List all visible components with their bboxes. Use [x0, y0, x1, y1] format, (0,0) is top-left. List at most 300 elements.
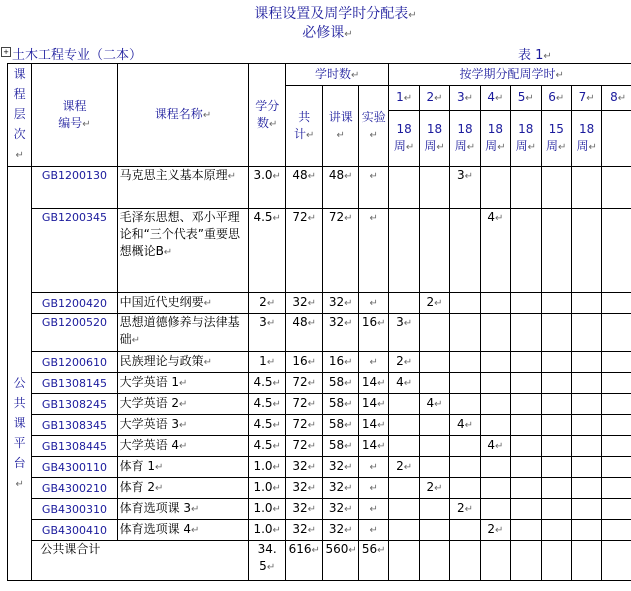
semester-3-hours: 3↵ — [450, 167, 480, 209]
course-name: 大学英语 1↵ — [117, 373, 249, 394]
total-hours-cell: 32↵ — [285, 478, 323, 499]
paragraph-mark: ↵ — [307, 399, 317, 410]
semester-6-hours — [541, 314, 571, 352]
semester-8-hours — [602, 373, 631, 394]
semester-6-hours — [541, 499, 571, 520]
total-hours-cell: 48↵ — [285, 167, 323, 209]
table-row — [8, 457, 631, 478]
semester-3-hours — [450, 394, 480, 415]
paragraph-mark: ↵ — [307, 504, 317, 515]
paragraph-mark: ↵ — [403, 462, 413, 473]
course-code: GB1308145 — [32, 373, 117, 394]
lab-hours-cell — [358, 167, 388, 209]
table-row — [8, 394, 631, 415]
lecture-hours-cell: 58↵ — [323, 415, 359, 436]
course-code: GB1308345 — [32, 415, 117, 436]
lab-hours-cell — [358, 478, 388, 499]
paragraph-mark: ↵ — [369, 298, 378, 309]
semester-7-hours — [571, 209, 601, 293]
paragraph-mark: ↵ — [495, 525, 504, 536]
semester-3-hours — [450, 293, 480, 314]
total-hours-cell: 48↵ — [285, 314, 323, 352]
table-row — [8, 436, 631, 457]
semester-6-hours — [541, 394, 571, 415]
table-row — [8, 415, 631, 436]
semester-2-hours — [419, 436, 449, 457]
course-name: 民族理论与政策↵ — [117, 352, 249, 373]
semester-5-hours — [511, 457, 541, 478]
lecture-hours-cell: 32↵ — [323, 520, 359, 541]
semester-6-hours — [541, 293, 571, 314]
semester-7-hours — [571, 520, 601, 541]
subtotal-semester-1 — [389, 541, 419, 581]
semester-7-hours — [571, 352, 601, 373]
semester-1-hours — [389, 436, 419, 457]
header-total: 共 计↵ — [285, 86, 323, 167]
semester-4-hours — [480, 457, 510, 478]
table-number: 表 1↵ — [518, 48, 552, 63]
semester-6-hours — [541, 520, 571, 541]
course-code: GB1200345 — [32, 209, 117, 293]
lab-hours-cell — [358, 293, 388, 314]
semester-5-hours — [511, 209, 541, 293]
header-code: 课程 编号↵ — [32, 64, 117, 167]
semester-2-hours — [419, 415, 449, 436]
lab-hours-cell — [358, 457, 388, 478]
paragraph-mark: ↵ — [586, 93, 595, 104]
lab-hours-cell: 14↵ — [358, 373, 388, 394]
semester-6-hours — [541, 415, 571, 436]
paragraph-mark: ↵ — [163, 247, 173, 258]
semester-3-hours — [450, 209, 480, 293]
paragraph-mark: ↵ — [464, 420, 473, 431]
semester-weeks-5: 18 周↵ — [511, 111, 541, 167]
semester-1-hours — [389, 293, 419, 314]
paragraph-mark: ↵ — [555, 93, 565, 104]
paragraph-mark: ↵ — [272, 525, 281, 536]
course-code: GB1308245 — [32, 394, 117, 415]
semester-3-hours: 2↵ — [450, 499, 480, 520]
subtotal-semester-6 — [541, 541, 571, 581]
table-row — [8, 209, 631, 293]
paragraph-mark: ↵ — [617, 93, 627, 104]
credits-cell: 2↵ — [249, 293, 286, 314]
credits-cell: 1.0↵ — [249, 457, 286, 478]
semester-7-hours — [571, 293, 601, 314]
lab-hours-cell: 16↵ — [358, 314, 388, 352]
paragraph-mark: ↵ — [266, 357, 276, 368]
subtotal-lab: 56↵ — [358, 541, 388, 581]
semester-number-3: 3↵ — [450, 86, 480, 111]
total-hours-cell: 16↵ — [285, 352, 323, 373]
semester-5-hours — [511, 499, 541, 520]
total-hours-cell: 32↵ — [285, 457, 323, 478]
semester-2-hours — [419, 167, 449, 209]
major-label: 土木工程专业（二本） — [12, 48, 143, 63]
semester-2-hours — [419, 499, 449, 520]
paragraph-mark: ↵ — [558, 142, 567, 153]
paragraph-mark: ↵ — [311, 545, 320, 556]
semester-8-hours — [602, 209, 631, 293]
paragraph-mark: ↵ — [344, 357, 353, 368]
semester-5-hours — [511, 436, 541, 457]
semester-4-hours — [480, 478, 510, 499]
semester-1-hours — [389, 499, 419, 520]
paragraph-mark: ↵ — [434, 399, 443, 410]
subtotal-semester-3 — [450, 541, 480, 581]
semester-8-hours — [602, 293, 631, 314]
subtotal-label: 公共课合计 — [32, 541, 249, 581]
paragraph-mark: ↵ — [495, 441, 504, 452]
lecture-hours-cell: 32↵ — [323, 499, 359, 520]
paragraph-mark: ↵ — [227, 171, 236, 182]
paragraph-mark: ↵ — [307, 420, 317, 431]
credits-cell: 1.0↵ — [249, 520, 286, 541]
paragraph-mark: ↵ — [344, 483, 353, 494]
page-title: 课程设置及周学时分配表↵ — [254, 6, 417, 22]
semester-7-hours — [571, 415, 601, 436]
paragraph-mark: ↵ — [131, 335, 140, 346]
table-row — [8, 293, 631, 314]
subtotal-credits: 34. 5↵ — [249, 541, 286, 581]
credits-cell: 4.5↵ — [249, 394, 286, 415]
semester-3-hours — [450, 352, 480, 373]
paragraph-mark: ↵ — [272, 399, 281, 410]
subtotal-semester-2 — [419, 541, 449, 581]
semester-8-hours — [602, 394, 631, 415]
paragraph-mark: ↵ — [344, 399, 353, 410]
lecture-hours-cell: 32↵ — [323, 457, 359, 478]
header-lab: 实验↵ — [358, 86, 388, 167]
semester-4-hours — [480, 394, 510, 415]
paragraph-mark: ↵ — [434, 483, 443, 494]
subtotal-semester-4 — [480, 541, 510, 581]
semester-weeks-7: 18 周↵ — [571, 111, 601, 167]
lecture-hours-cell: 32↵ — [323, 478, 359, 499]
paragraph-mark: ↵ — [464, 93, 473, 104]
semester-4-hours — [480, 499, 510, 520]
semester-4-hours — [480, 314, 510, 352]
lab-hours-cell: 14↵ — [358, 415, 388, 436]
semester-2-hours: 4↵ — [419, 394, 449, 415]
semester-1-hours: 4↵ — [389, 373, 419, 394]
semester-4-hours — [480, 167, 510, 209]
paragraph-mark: ↵ — [307, 441, 317, 452]
course-name: 体育选项课 4↵ — [117, 520, 249, 541]
semester-2-hours — [419, 457, 449, 478]
page-subtitle: 必修课↵ — [302, 25, 353, 41]
semester-8-hours — [602, 520, 631, 541]
semester-number-6: 6↵ — [541, 86, 571, 111]
lab-hours-cell — [358, 520, 388, 541]
paragraph-mark: ↵ — [307, 462, 317, 473]
semester-3-hours — [450, 520, 480, 541]
header-level: 课 程 层 次↵ — [8, 64, 32, 167]
paragraph-mark: ↵ — [377, 399, 386, 410]
semester-6-hours — [541, 167, 571, 209]
lecture-hours-cell: 32↵ — [323, 314, 359, 352]
paragraph-mark: ↵ — [403, 318, 413, 329]
semester-5-hours — [511, 314, 541, 352]
paragraph-mark: ↵ — [588, 142, 597, 153]
semester-weeks-3: 18 周↵ — [450, 111, 480, 167]
header-name: 课程名称↵ — [117, 64, 249, 167]
semester-number-5: 5↵ — [511, 86, 541, 111]
paragraph-mark: ↵ — [307, 298, 317, 309]
semester-8-hours — [602, 478, 631, 499]
semester-6-hours — [541, 373, 571, 394]
semester-weeks-2: 18 周↵ — [419, 111, 449, 167]
semester-5-hours — [511, 520, 541, 541]
course-table — [7, 63, 631, 581]
semester-2-hours: 2↵ — [419, 478, 449, 499]
paragraph-mark: ↵ — [344, 462, 353, 473]
lecture-hours-cell: 16↵ — [323, 352, 359, 373]
total-hours-cell: 72↵ — [285, 415, 323, 436]
semester-weeks-8 — [602, 111, 631, 167]
table-row — [8, 352, 631, 373]
course-name: 大学英语 3↵ — [117, 415, 249, 436]
subtotal-row — [8, 541, 631, 581]
subtotal-semester-7 — [571, 541, 601, 581]
semester-3-hours — [450, 457, 480, 478]
semester-number-4: 4↵ — [480, 86, 510, 111]
credits-cell: 3.0↵ — [249, 167, 286, 209]
paragraph-mark: ↵ — [15, 150, 24, 161]
total-hours-cell: 72↵ — [285, 373, 323, 394]
paragraph-mark: ↵ — [307, 525, 317, 536]
paragraph-mark: ↵ — [344, 441, 353, 452]
semester-4-hours: 2↵ — [480, 520, 510, 541]
semester-6-hours — [541, 457, 571, 478]
course-code: GB1200520 — [32, 314, 117, 352]
semester-1-hours — [389, 209, 419, 293]
paragraph-mark: ↵ — [272, 171, 281, 182]
semester-number-8: 8↵ — [602, 86, 631, 111]
credits-cell: 1.0↵ — [249, 499, 286, 520]
paragraph-mark: ↵ — [82, 118, 91, 130]
total-hours-cell: 32↵ — [285, 293, 323, 314]
semester-3-hours — [450, 478, 480, 499]
paragraph-mark: ↵ — [272, 420, 281, 431]
semester-6-hours — [541, 209, 571, 293]
credits-cell: 4.5↵ — [249, 209, 286, 293]
semester-6-hours — [541, 352, 571, 373]
semester-4-hours — [480, 293, 510, 314]
lecture-hours-cell: 58↵ — [323, 394, 359, 415]
paragraph-mark: ↵ — [348, 545, 357, 556]
paragraph-mark: ↵ — [307, 357, 317, 368]
semester-7-hours — [571, 457, 601, 478]
semester-2-hours — [419, 373, 449, 394]
semester-number-7: 7↵ — [571, 86, 601, 111]
paragraph-mark: ↵ — [369, 483, 378, 494]
semester-1-hours — [389, 520, 419, 541]
paragraph-mark: ↵ — [344, 525, 353, 536]
paragraph-mark: ↵ — [306, 129, 315, 141]
paragraph-mark: ↵ — [403, 93, 413, 104]
lecture-hours-cell: 48↵ — [323, 167, 359, 209]
paragraph-mark: ↵ — [344, 420, 353, 431]
semester-5-hours — [511, 293, 541, 314]
paragraph-mark: ↵ — [344, 171, 353, 182]
paragraph-mark: ↵ — [344, 318, 353, 329]
semester-8-hours — [602, 352, 631, 373]
lab-hours-cell: 14↵ — [358, 436, 388, 457]
paragraph-mark: ↵ — [369, 504, 378, 515]
paragraph-mark: ↵ — [525, 93, 534, 104]
paragraph-mark: ↵ — [527, 142, 536, 153]
paragraph-mark: ↵ — [272, 462, 281, 473]
course-name: 大学英语 4↵ — [117, 436, 249, 457]
paragraph-mark: ↵ — [266, 318, 276, 329]
course-code: GB1308445 — [32, 436, 117, 457]
semester-8-hours — [602, 415, 631, 436]
semester-5-hours — [511, 167, 541, 209]
lab-hours-cell — [358, 499, 388, 520]
semester-2-hours — [419, 314, 449, 352]
semester-5-hours — [511, 352, 541, 373]
paragraph-mark: ↵ — [495, 213, 504, 224]
paragraph-mark: ↵ — [403, 378, 413, 389]
semester-8-hours — [602, 457, 631, 478]
semester-7-hours — [571, 373, 601, 394]
semester-2-hours — [419, 520, 449, 541]
semester-1-hours — [389, 167, 419, 209]
paragraph-mark: ↵ — [464, 171, 473, 182]
course-code: GB4300110 — [32, 457, 117, 478]
semester-3-hours — [450, 314, 480, 352]
semester-8-hours — [602, 314, 631, 352]
table-row — [8, 314, 631, 352]
course-code: GB1200610 — [32, 352, 117, 373]
paragraph-mark: ↵ — [466, 142, 476, 153]
semester-4-hours: 4↵ — [480, 209, 510, 293]
table-row — [8, 167, 631, 209]
subtotal-semester-5 — [511, 541, 541, 581]
semester-7-hours — [571, 499, 601, 520]
semester-4-hours — [480, 352, 510, 373]
semester-1-hours: 2↵ — [389, 457, 419, 478]
table-row — [8, 373, 631, 394]
semester-5-hours — [511, 394, 541, 415]
paragraph-mark: ↵ — [191, 525, 200, 536]
paragraph-mark: ↵ — [272, 441, 281, 452]
paragraph-mark: ↵ — [155, 462, 164, 473]
semester-3-hours — [450, 373, 480, 394]
total-hours-cell: 32↵ — [285, 520, 323, 541]
paragraph-mark: ↵ — [272, 504, 281, 515]
semester-3-hours — [450, 436, 480, 457]
course-code: GB4300210 — [32, 478, 117, 499]
paragraph-mark: ↵ — [344, 298, 353, 309]
credits-cell: 3↵ — [249, 314, 286, 352]
semester-5-hours — [511, 415, 541, 436]
semester-number-2: 2↵ — [419, 86, 449, 111]
paragraph-mark: ↵ — [369, 171, 378, 182]
total-hours-cell: 72↵ — [285, 394, 323, 415]
lab-hours-cell — [358, 352, 388, 373]
semester-weeks-1: 18 周↵ — [389, 111, 419, 167]
credits-cell: 4.5↵ — [249, 415, 286, 436]
lecture-hours-cell: 32↵ — [323, 293, 359, 314]
paragraph-mark: ↵ — [203, 298, 212, 309]
category-cell: 公 共 课 平 台↵ — [8, 167, 32, 581]
course-name: 思想道德修养与法律基础↵ — [117, 314, 249, 352]
paragraph-mark: ↵ — [155, 483, 164, 494]
semester-2-hours: 2↵ — [419, 293, 449, 314]
header-credits: 学分 数↵ — [249, 64, 286, 167]
semester-2-hours — [419, 352, 449, 373]
paragraph-mark: ↵ — [15, 478, 24, 490]
paragraph-mark: ↵ — [369, 525, 378, 536]
paragraph-mark: ↵ — [405, 142, 415, 153]
paragraph-mark: ↵ — [464, 504, 473, 515]
course-code: GB4300310 — [32, 499, 117, 520]
credits-cell: 4.5↵ — [249, 436, 286, 457]
total-hours-cell: 72↵ — [285, 209, 323, 293]
semester-1-hours — [389, 394, 419, 415]
semester-1-hours: 2↵ — [389, 352, 419, 373]
course-name: 体育 1↵ — [117, 457, 249, 478]
credits-cell: 4.5↵ — [249, 373, 286, 394]
semester-8-hours — [602, 436, 631, 457]
paragraph-mark: ↵ — [344, 378, 353, 389]
course-name: 毛泽东思想、邓小平理论和“三个代表”重要思想概论B↵ — [117, 209, 249, 293]
lab-hours-cell: 14↵ — [358, 394, 388, 415]
paragraph-mark: ↵ — [266, 562, 276, 573]
table-move-handle-icon[interactable]: + — [1, 47, 11, 57]
semester-6-hours — [541, 436, 571, 457]
subtotal-semester-8 — [602, 541, 631, 581]
paragraph-mark: ↵ — [307, 213, 317, 224]
course-name: 体育选项课 3↵ — [117, 499, 249, 520]
paragraph-mark: ↵ — [344, 213, 353, 224]
course-code: GB1200130 — [32, 167, 117, 209]
header-semester-dist: 按学期分配周学时↵ — [389, 64, 631, 86]
paragraph-mark: ↵ — [272, 378, 281, 389]
course-code: GB4300410 — [32, 520, 117, 541]
course-name: 中国近代史纲要↵ — [117, 293, 249, 314]
semester-4-hours: 4↵ — [480, 436, 510, 457]
paragraph-mark: ↵ — [272, 213, 281, 224]
paragraph-mark: ↵ — [272, 483, 281, 494]
table-row — [8, 478, 631, 499]
paragraph-mark: ↵ — [377, 378, 386, 389]
course-name: 马克思主义基本原理↵ — [117, 167, 249, 209]
semester-5-hours — [511, 478, 541, 499]
paragraph-mark: ↵ — [436, 142, 445, 153]
semester-1-hours — [389, 478, 419, 499]
paragraph-mark: ↵ — [369, 213, 378, 224]
paragraph-mark: ↵ — [377, 420, 386, 431]
semester-6-hours — [541, 478, 571, 499]
course-name: 体育 2↵ — [117, 478, 249, 499]
paragraph-mark: ↵ — [179, 441, 188, 452]
paragraph-mark: ↵ — [495, 93, 504, 104]
credits-cell: 1↵ — [249, 352, 286, 373]
semester-8-hours — [602, 167, 631, 209]
semester-7-hours — [571, 436, 601, 457]
semester-5-hours — [511, 373, 541, 394]
paragraph-mark: ↵ — [377, 441, 386, 452]
course-name: 大学英语 2↵ — [117, 394, 249, 415]
lecture-hours-cell: 58↵ — [323, 373, 359, 394]
semester-7-hours — [571, 478, 601, 499]
table-row — [8, 520, 631, 541]
semester-3-hours: 4↵ — [450, 415, 480, 436]
semester-8-hours — [602, 499, 631, 520]
